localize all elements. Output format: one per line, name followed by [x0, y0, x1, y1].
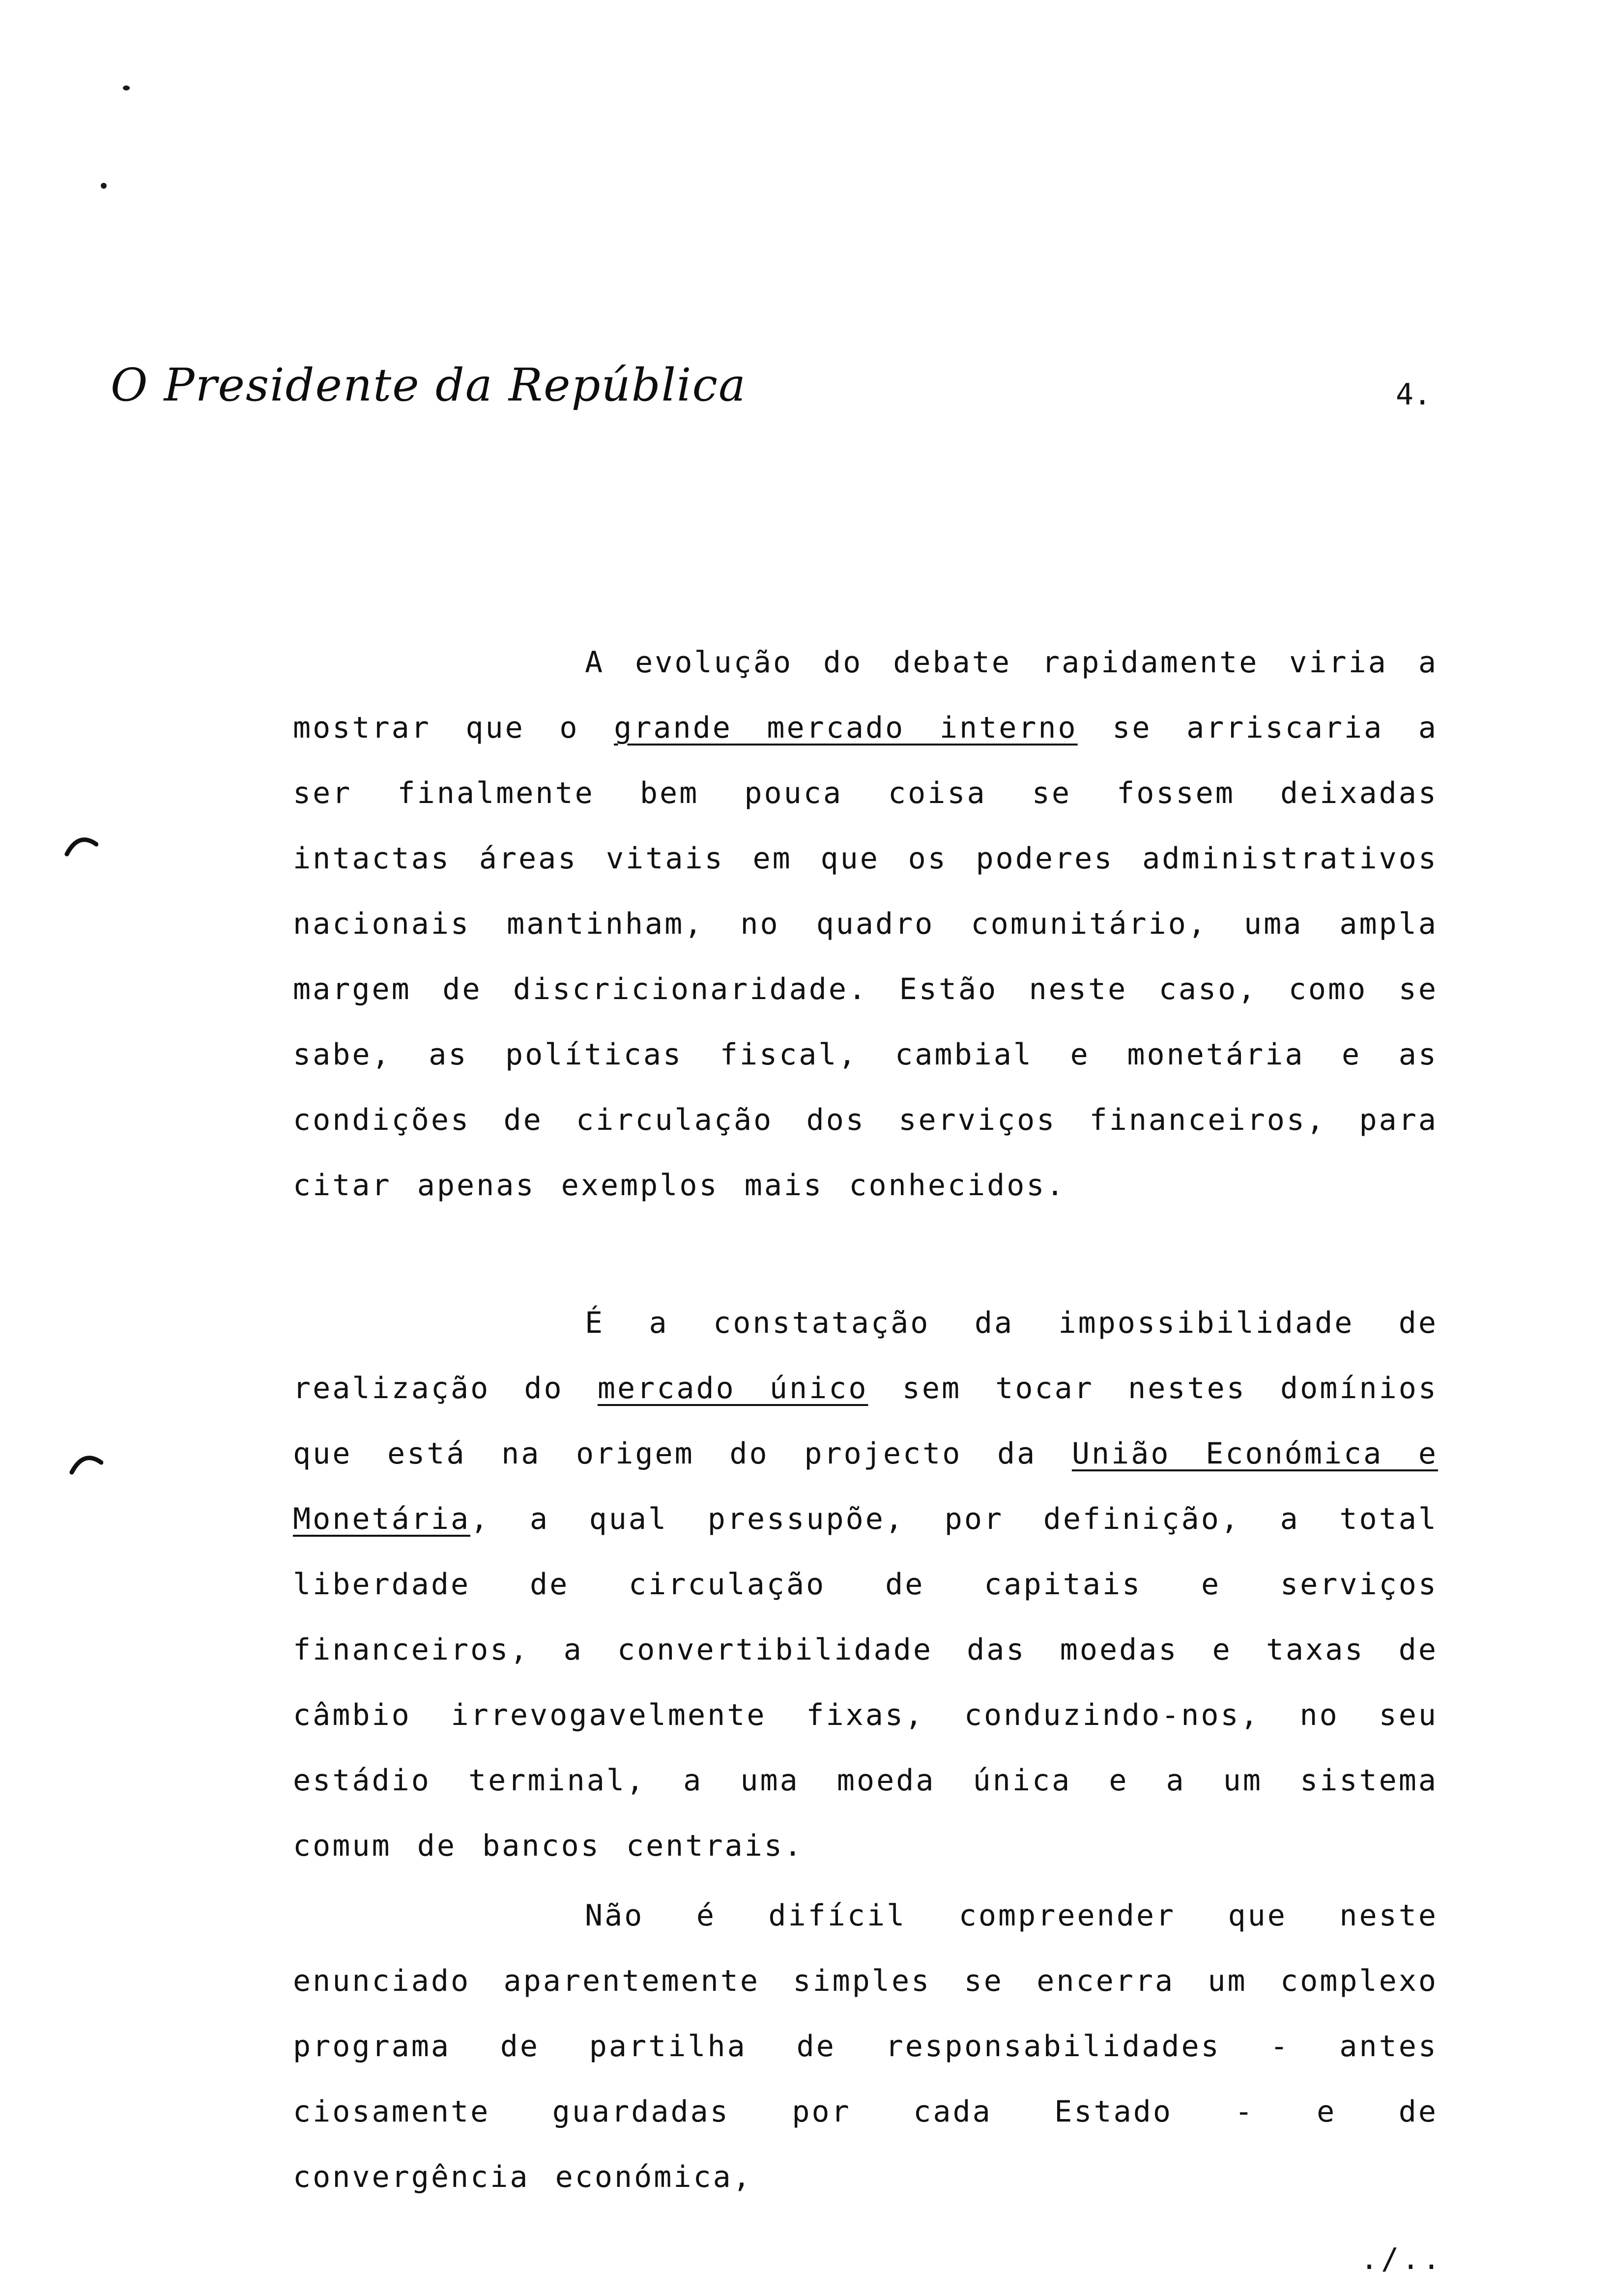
paragraph-3: [293, 1883, 1438, 2210]
paragraph-3-text: Não é difícil compreender que neste enunciado aparentemente simples se encerra um complexo programa de partilha de responsabilidades - antes ciosamente guardadas por cada Estado - e de convergência económica,: [293, 1898, 1438, 2194]
scan-speck: [101, 183, 107, 189]
paragraph-1: [293, 630, 1438, 1218]
paragraph-2: [293, 1291, 1438, 1879]
paragraph-1-text-start: A evolução do debate rapidamente viria a mostrar que o: [293, 645, 1438, 745]
punch-hole-mark-upper: [64, 830, 98, 859]
underlined-term-grande-mercado-interno: grande mercado interno: [614, 711, 1078, 745]
paragraph-1-text-end: se arriscaria a ser finalmente bem pouca coisa se fossem deixadas intactas áreas vitais em que os poderes administrativos nacionais mantinham, no quadro comunitário, uma ampla margem de discricionaridade. Estão neste caso, como se sabe, as políticas fiscal, cambial e monetária e as condições de circulação dos serviços financeiros, para citar apenas exemplos mais conhecidos.: [293, 711, 1438, 1203]
letterhead-title: O Presidente da República: [111, 359, 747, 411]
paragraph-2-text-end: , a qual pressupõe, por definição, a total liberdade de circulação de capitais e serviços financeiros, a convertibilidade das moedas e taxas de câmbio irrevogavelmente fixas, conduzindo-nos, no seu estádio terminal, a uma moeda única e a um sistema comum de bancos centrais.: [293, 1502, 1438, 1863]
paragraph-2-text-start: É a constatação da impossibilidade de realização do: [293, 1306, 1438, 1406]
punch-hole-mark-lower: [69, 1448, 103, 1477]
paragraph-2-text-middle: sem tocar nestes domínios que está na origem do projecto da: [293, 1371, 1438, 1471]
underlined-term-uniao-economica-monetaria: União Económica e Monetária: [293, 1436, 1438, 1536]
underlined-term-mercado-unico: mercado único: [597, 1371, 868, 1406]
continuation-mark: ./..: [1360, 2242, 1443, 2276]
page-number: 4.: [1396, 377, 1432, 412]
scan-speck: [123, 86, 130, 90]
